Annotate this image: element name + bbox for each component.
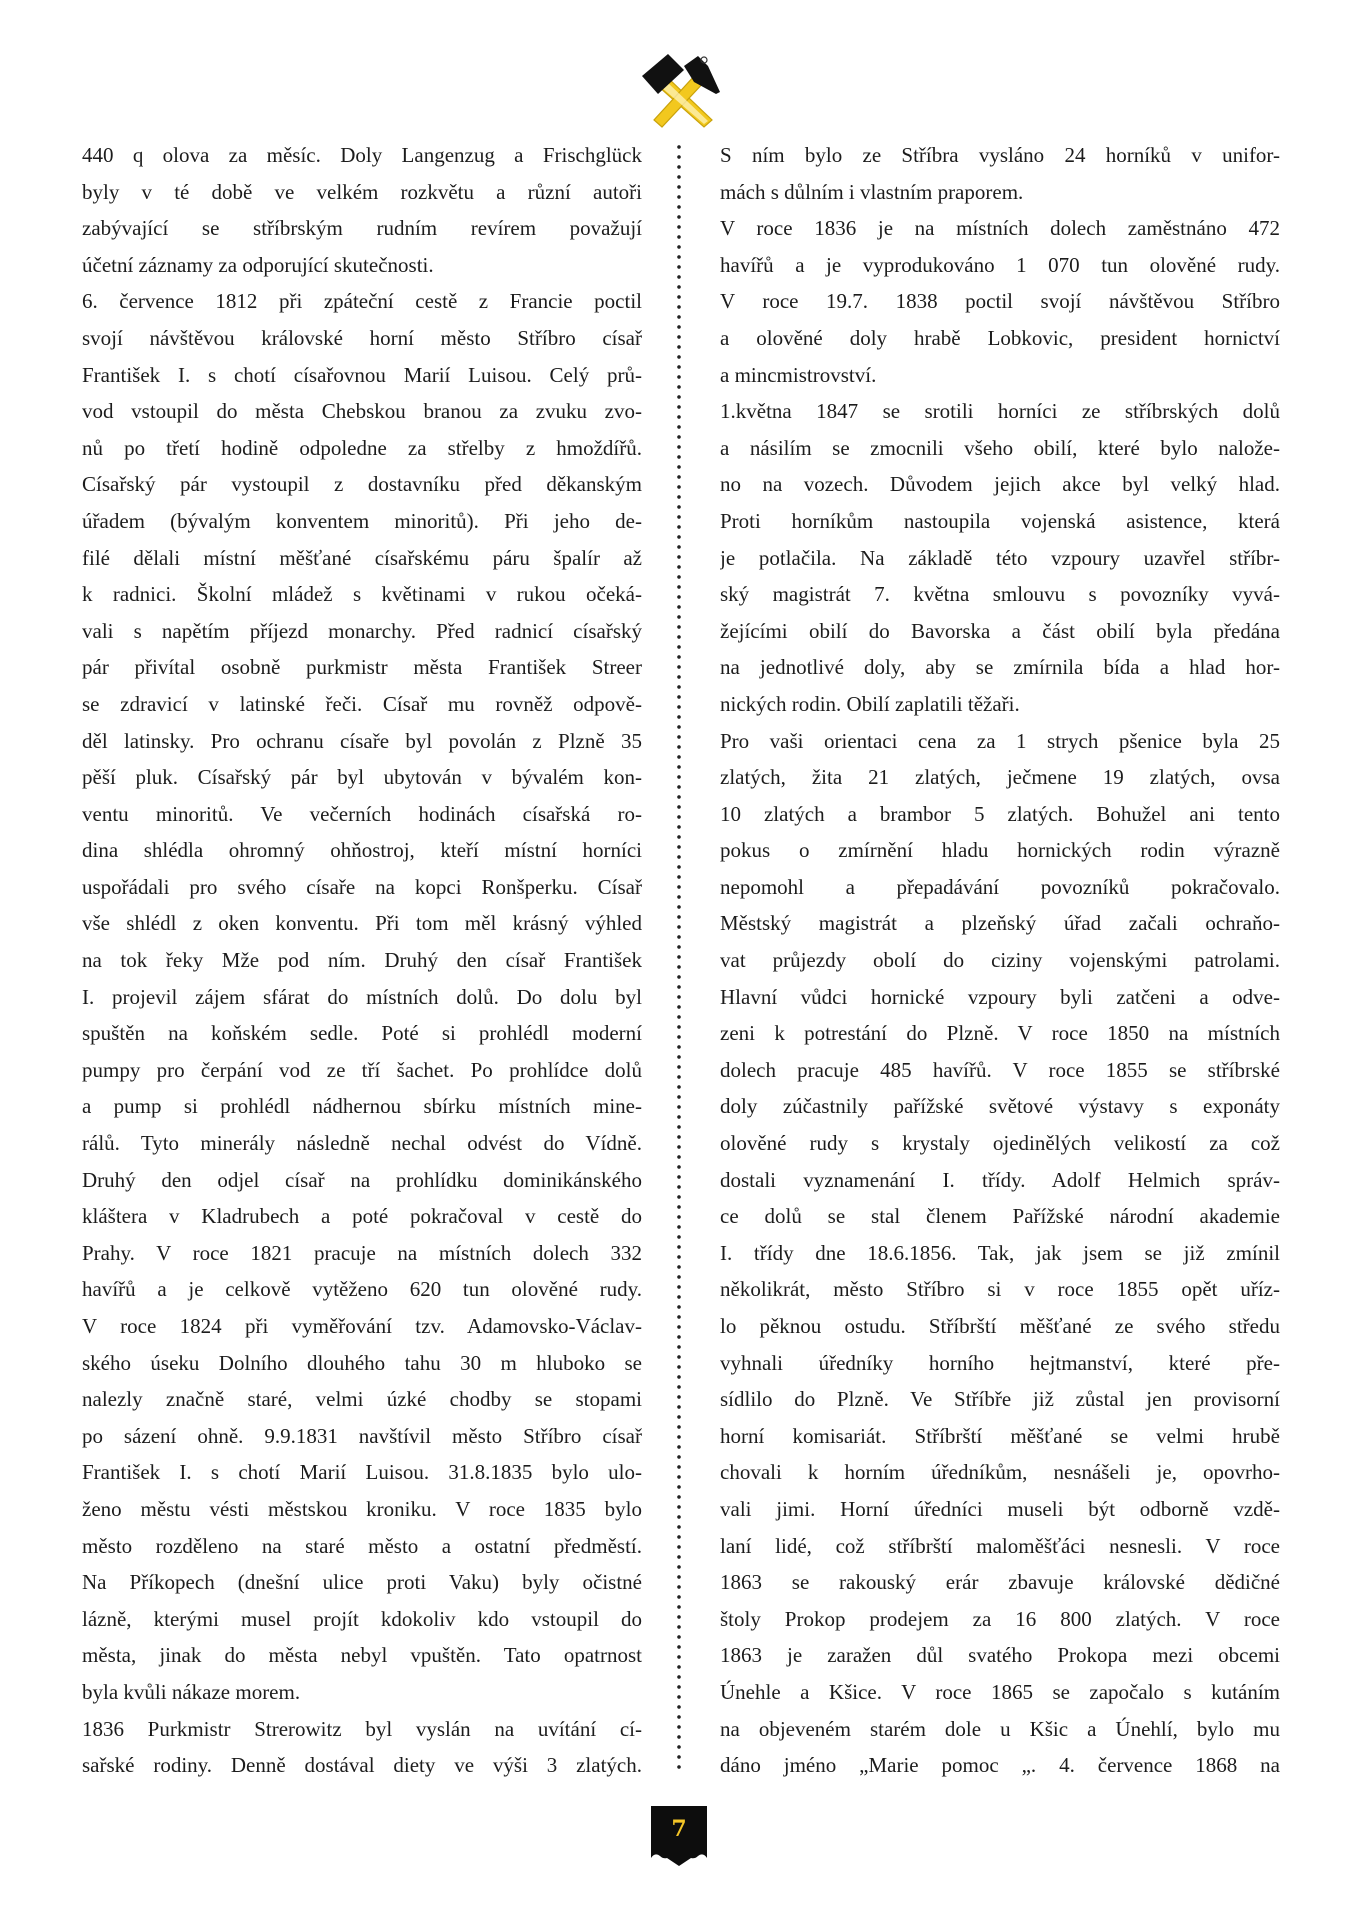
text-line: dina shlédla ohromný ohňostroj, kteří místní horníci xyxy=(82,838,642,863)
text-line: V roce 1824 při vyměřování tzv. Adamovsko-Václav- xyxy=(82,1314,642,1338)
text-line: nů po třetí hodině odpoledne za střelby z hmoždířů. xyxy=(82,435,642,460)
text-line: Hlavní vůdci hornické vzpoury byli zatčeni a odve- xyxy=(720,984,1280,1009)
text-line: mách s důlním i vlastním praporem. xyxy=(720,179,1024,204)
dotted-column-divider xyxy=(677,142,681,1774)
text-line: I. třídy dne 18.6.1856. Tak, jak jsem se již zmínil xyxy=(720,1240,1280,1265)
text-line: Proti horníkům nastoupila vojenská asistence, která xyxy=(720,508,1280,533)
text-line: 1863 je zaražen důl svatého Prokopa mezi obcemi xyxy=(720,1643,1280,1668)
text-line: nalezly značně staré, velmi úzké chodby se stopami xyxy=(82,1387,642,1412)
text-line: štoly Prokop prodejem za 16 800 zlatých. V roce xyxy=(720,1606,1280,1631)
text-line: a násilím se zmocnili všeho obilí, které bylo nalože- xyxy=(720,435,1280,460)
text-line: dolech pracuje 485 havířů. V roce 1855 se stříbrské xyxy=(720,1057,1280,1082)
text-line: dáno jméno „Marie pomoc „. 4. července 1868 na xyxy=(720,1753,1280,1778)
text-line: pokus o zmírnění hladu hornických rodin výrazně xyxy=(720,838,1280,863)
text-line: děl latinsky. Pro ochranu císaře byl povolán z Plzně 35 xyxy=(82,728,642,753)
text-line: S ním bylo ze Stříbra vysláno 24 horníků v unifor- xyxy=(720,143,1280,167)
text-line: několikrát, město Stříbro si v roce 1855 opět uříz- xyxy=(720,1277,1280,1302)
text-line: zabývající se stříbrským rudním revírem považují xyxy=(82,216,642,241)
text-line: nepomohl a přepadávání povozníků pokračovalo. xyxy=(720,874,1280,899)
text-line: havířů a je celkově vytěženo 620 tun olověné rudy. xyxy=(82,1277,642,1302)
text-line: a pump si prohlédl nádhernou sbírku místních mine- xyxy=(82,1094,642,1119)
text-line: města, jinak do města nebyl vpuštěn. Tato opatrnost xyxy=(82,1643,642,1668)
text-line: a olověné doly hrabě Lobkovic, president hornictví xyxy=(720,325,1280,350)
text-line: kláštera v Kladrubech a poté pokračoval v cestě do xyxy=(82,1204,642,1229)
text-line: pumpy pro čerpání vod ze tří šachet. Po prohlídce dolů xyxy=(82,1057,642,1082)
text-line: sídlilo do Plzně. Ve Stříbře již zůstal jen provisorní xyxy=(720,1387,1280,1412)
text-line: Na Příkopech (dnešní ulice proti Vaku) byly očistné xyxy=(82,1570,642,1595)
text-line: se zdravicí v latinské řeči. Císař mu rovněž odpově- xyxy=(82,691,642,716)
text-line: lo pěknou ostudu. Stříbrští měšťané ze svého středu xyxy=(720,1314,1280,1338)
text-line: dostali vyznamenání I. třídy. Adolf Helmich správ- xyxy=(720,1167,1280,1192)
text-line: město rozděleno na staré město a ostatní předměstí. xyxy=(82,1533,642,1558)
text-line: Druhý den odjel císař na prohlídku dominikánského xyxy=(82,1167,642,1192)
crossed-hammers-icon xyxy=(640,52,726,128)
text-line: olověné rudy s krystaly ojedinělých velikostí za což xyxy=(720,1131,1280,1156)
text-line: zlatých, žita 21 zlatých, ječmene 19 zlatých, ovsa xyxy=(720,765,1280,790)
right-column xyxy=(720,137,1280,1784)
text-line: ce dolů se stal členem Pařížské národní akademie xyxy=(720,1204,1280,1229)
text-line: na jednotlivé doly, aby se zmírnila bída a hlad hor- xyxy=(720,655,1280,680)
text-line: úřadem (bývalým konventem minoritů). Při jeho de- xyxy=(82,508,642,533)
text-line: 10 zlatých a brambor 5 zlatých. Bohužel ani tento xyxy=(720,801,1280,826)
text-line: vod vstoupil do města Chebskou branou za zvuku zvo- xyxy=(82,399,642,424)
text-line: na tok řeky Mže pod ním. Druhý den císař František xyxy=(82,948,642,973)
text-line: Únehle a Kšice. V roce 1865 se započalo s kutáním xyxy=(720,1679,1280,1704)
text-line: k radnici. Školní mládež s květinami v rukou očeká- xyxy=(82,582,642,607)
text-line: I. projevil zájem sfárat do místních dolů. Do dolu byl xyxy=(82,984,642,1009)
text-line: nických rodin. Obilí zaplatili těžaři. xyxy=(720,691,1020,716)
text-line: na objeveném starém dole u Kšic a Únehlí, bylo mu xyxy=(720,1716,1280,1741)
text-line: pár přivítal osobně purkmistr města František Streer xyxy=(82,655,642,680)
text-line: a mincmistrovství. xyxy=(720,362,877,387)
text-line: 6. července 1812 při zpáteční cestě z Francie poctil xyxy=(82,289,642,314)
text-line: František I. s chotí Marií Luisou. 31.8.1835 bylo ulo- xyxy=(82,1460,642,1485)
text-line: sařské rodiny. Denně dostával diety ve výši 3 zlatých. xyxy=(82,1753,642,1778)
page-number-badge xyxy=(651,1806,707,1870)
text-line: po sázení ohně. 9.9.1831 navštívil město Stříbro císař xyxy=(82,1423,642,1448)
text-line: pěší pluk. Císařský pár byl ubytován v bývalém kon- xyxy=(82,765,642,790)
text-line: uspořádali pro svého císaře na kopci Ronšperku. Císař xyxy=(82,874,642,899)
text-line: V roce 1836 je na místních dolech zaměstnáno 472 xyxy=(720,216,1280,241)
text-line: vyhnali úředníky horního hejtmanství, které pře- xyxy=(720,1350,1280,1375)
text-line: lázně, kterými musel projít kdokoliv kdo vstoupil do xyxy=(82,1606,642,1631)
text-line: Prahy. V roce 1821 pracuje na místních dolech 332 xyxy=(82,1240,642,1265)
text-line: 1.května 1847 se srotili horníci ze stříbrských dolů xyxy=(720,399,1280,424)
text-line: doly zúčastnily pařížské světové výstavy s exponáty xyxy=(720,1094,1280,1119)
page-number: 7 xyxy=(671,1816,687,1842)
text-line: chovali k horním úředníkům, nesnášeli je, opovrho- xyxy=(720,1460,1280,1485)
text-line: byla kvůli nákaze morem. xyxy=(82,1679,301,1704)
text-line: vat průjezdy obolí do ciziny vojenskými patrolami. xyxy=(720,948,1280,973)
text-line: zeni k potrestání do Plzně. V roce 1850 na místních xyxy=(720,1021,1280,1046)
text-line: ského úseku Dolního dlouhého tahu 30 m hluboko se xyxy=(82,1350,642,1375)
text-line: vali s napětím příjezd monarchy. Před radnicí císařský xyxy=(82,618,642,643)
text-line: rálů. Tyto minerály následně nechal odvést do Vídně. xyxy=(82,1131,642,1156)
text-line: 1863 se rakouský erár zbavuje královské dědičné xyxy=(720,1570,1280,1595)
text-line: svojí návštěvou královské horní město Stříbro císař xyxy=(82,325,642,350)
text-line: Císařský pár vystoupil z dostavníku před děkanským xyxy=(82,472,642,497)
text-line: spuštěn na koňském sedle. Poté si prohlédl moderní xyxy=(82,1021,642,1046)
text-line: žejícími obilí do Bavorska a část obilí byla předána xyxy=(720,618,1280,643)
text-line: 1836 Purkmistr Strerowitz byl vyslán na uvítání cí- xyxy=(82,1716,642,1741)
text-line: Městský magistrát a plzeňský úřad začali ochraňo- xyxy=(720,911,1280,936)
text-line: byly v té době ve velkém rozkvětu a různí autoři xyxy=(82,179,642,204)
text-line: 440 q olova za měsíc. Doly Langenzug a Frischglück xyxy=(82,143,642,167)
text-line: je potlačila. Na základě této vzpoury uzavřel stříbr- xyxy=(720,545,1280,570)
text-line: vali jimi. Horní úředníci museli být odborně vzdě- xyxy=(720,1496,1280,1521)
text-line: účetní záznamy za odporující skutečnosti. xyxy=(82,252,434,277)
text-line: laní lidé, což stříbrští maloměšťáci nesnesli. V roce xyxy=(720,1533,1280,1558)
text-line: horní komisariát. Stříbrští měšťané se velmi hrubě xyxy=(720,1423,1280,1448)
text-line: no na vozech. Důvodem jejich akce byl velký hlad. xyxy=(720,472,1280,497)
text-line: V roce 19.7. 1838 poctil svojí návštěvou Stříbro xyxy=(720,289,1280,314)
text-line: František I. s chotí císařovnou Marií Luisou. Celý prů- xyxy=(82,362,642,387)
text-line: filé dělali místní měšťané císařskému páru špalír až xyxy=(82,545,642,570)
text-line: ský magistrát 7. května smlouvu s povozníky vyvá- xyxy=(720,582,1280,607)
text-line: ženo městu vésti městskou kroniku. V roce 1835 bylo xyxy=(82,1496,642,1521)
text-line: vše shlédl z oken konventu. Při tom měl krásný výhled xyxy=(82,911,642,936)
left-column xyxy=(82,137,642,1784)
text-line: ventu minoritů. Ve večerních hodinách císařská ro- xyxy=(82,801,642,826)
text-line: Pro vaši orientaci cena za 1 strych pšenice byla 25 xyxy=(720,728,1280,753)
text-line: havířů a je vyprodukováno 1 070 tun olověné rudy. xyxy=(720,252,1280,277)
